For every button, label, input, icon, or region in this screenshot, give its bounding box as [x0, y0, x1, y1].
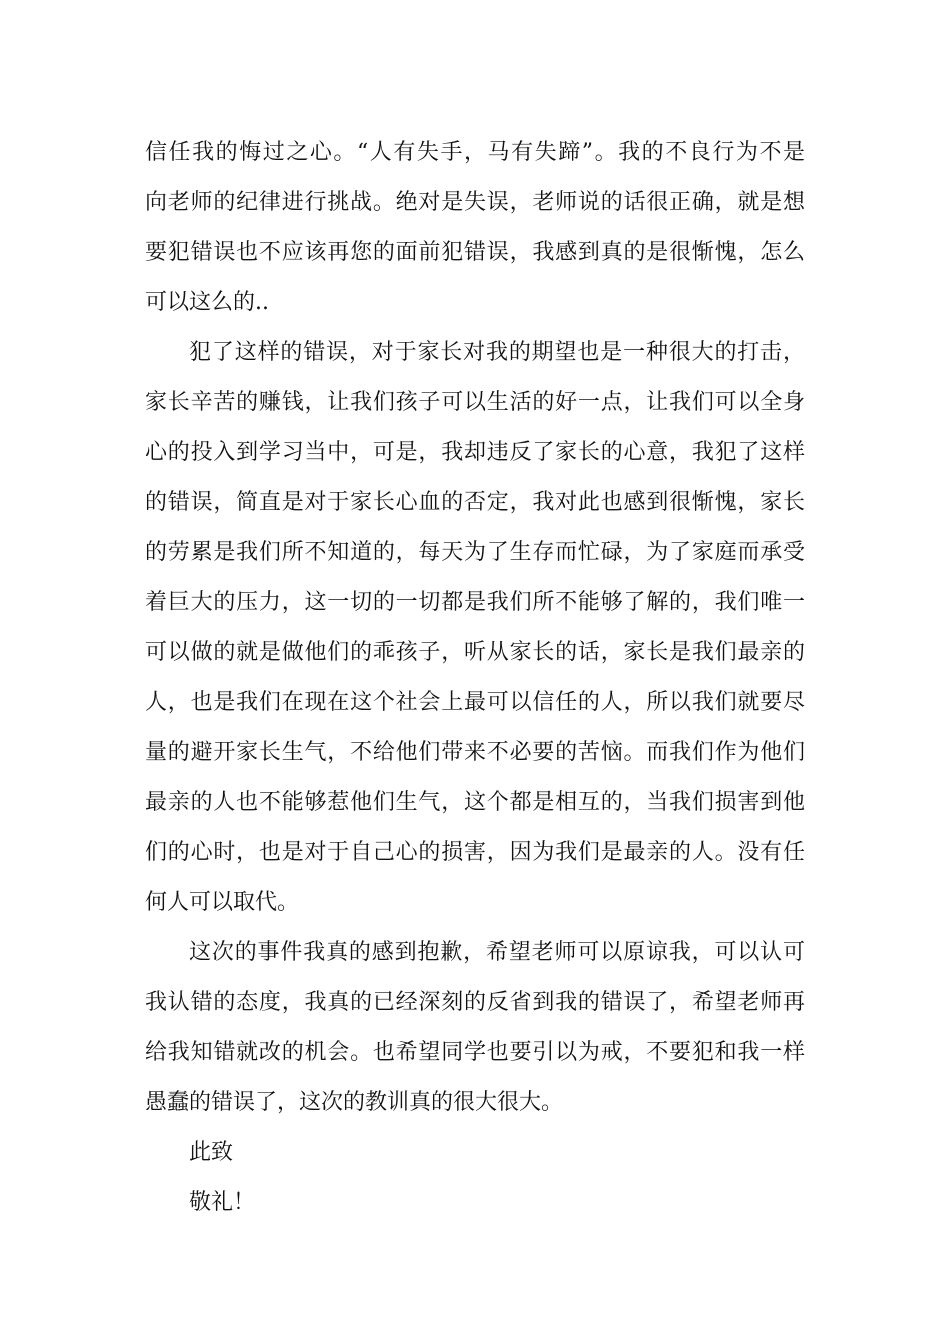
text-line: 着巨大的压力，这一切的一切都是我们所不能够了解的，我们唯一: [145, 590, 805, 615]
text-line: 家长辛苦的赚钱，让我们孩子可以生活的好一点，让我们可以全身: [145, 390, 805, 415]
text-line: 可以做的就是做他们的乖孩子，听从家长的话，家长是我们最亲的: [145, 640, 805, 665]
text-line: 的错误，简直是对于家长心血的否定，我对此也感到很惭愧，家长: [145, 490, 805, 515]
text-line: 的劳累是我们所不知道的，每天为了生存而忙碌，为了家庭而承受: [145, 540, 805, 565]
paragraph-1: [145, 128, 805, 328]
closing-regards: [145, 1178, 805, 1228]
text-line: 犯了这样的错误，对于家长对我的期望也是一种很大的打击，: [189, 340, 805, 365]
text-line: 心的投入到学习当中，可是，我却违反了家长的心意，我犯了这样: [145, 440, 805, 465]
text-line: 敬礼！: [189, 1190, 256, 1215]
letter-body: [145, 128, 805, 1228]
text-line: 们的心时，也是对于自己心的损害，因为我们是最亲的人。没有任: [145, 840, 805, 865]
text-line: 何人可以取代。: [145, 890, 300, 915]
text-line: 最亲的人也不能够惹他们生气，这个都是相互的，当我们损害到他: [145, 790, 805, 815]
text-line: 给我知错就改的机会。也希望同学也要引以为戒，不要犯和我一样: [145, 1040, 805, 1065]
text-line: 我认错的态度，我真的已经深刻的反省到我的错误了，希望老师再: [145, 990, 805, 1015]
paragraph-3: [145, 928, 805, 1128]
paragraph-2: [145, 328, 805, 928]
text-line: 人，也是我们在现在这个社会上最可以信任的人，所以我们就要尽: [145, 690, 805, 715]
text-line: 这次的事件我真的感到抱歉，希望老师可以原谅我，可以认可: [189, 940, 805, 965]
text-line: 要犯错误也不应该再您的面前犯错误，我感到真的是很惭愧，怎么: [145, 240, 805, 265]
closing-salutation: [145, 1128, 805, 1178]
text-line: 量的避开家长生气，不给他们带来不必要的苦恼。而我们作为他们: [145, 740, 805, 765]
text-line: 信任我的悔过之心。“人有失手，马有失蹄”。我的不良行为不是: [145, 140, 805, 165]
text-line: 可以这么的..: [145, 290, 269, 315]
text-line: 此致: [189, 1140, 234, 1165]
text-line: 向老师的纪律进行挑战。绝对是失误，老师说的话很正确，就是想: [145, 190, 805, 215]
text-line: 愚蠢的错误了，这次的教训真的很大很大。: [145, 1090, 564, 1115]
